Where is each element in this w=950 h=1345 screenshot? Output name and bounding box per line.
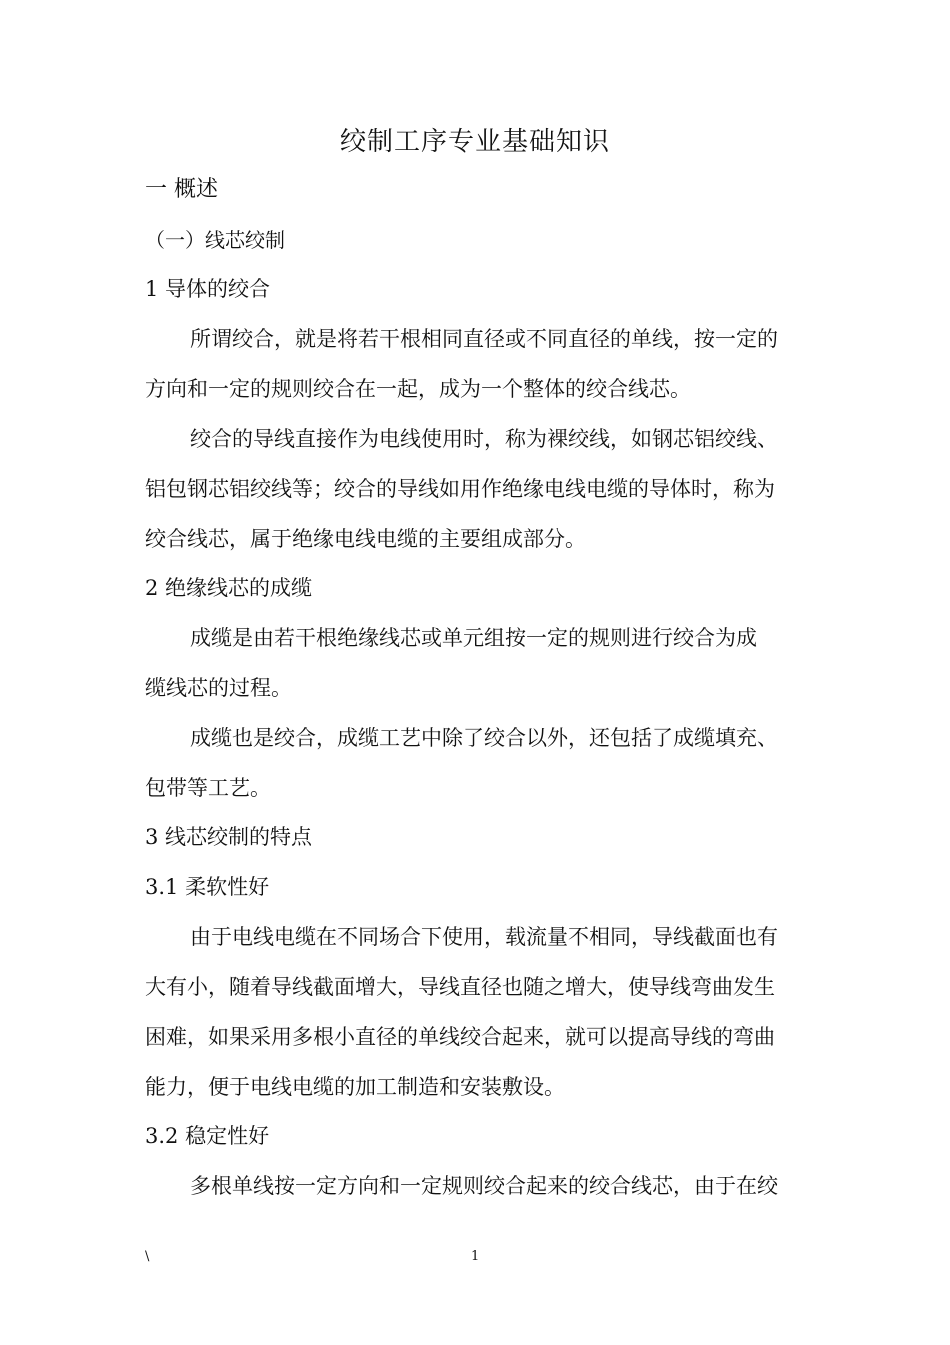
paragraph-line: 由于电线电缆在不同场合下使用，载流量不相同，导线截面也有 [190, 925, 778, 949]
heading-conductor-stranding: 1 导体的绞合 [145, 277, 271, 301]
paragraph-line: 包带等工艺。 [145, 776, 271, 800]
paragraph-line: 成缆也是绞合，成缆工艺中除了绞合以外，还包括了成缆填充、 [190, 726, 778, 750]
paragraph-line: 能力，便于电线电缆的加工制造和安装敷设。 [145, 1075, 565, 1099]
subsection-heading-core-stranding: （一）线芯绞制 [145, 228, 285, 252]
paragraph-line: 绞合线芯，属于绝缘电线电缆的主要组成部分。 [145, 527, 586, 551]
heading-flexibility: 3.1 柔软性好 [145, 875, 270, 899]
paragraph-line: 多根单线按一定方向和一定规则绞合起来的绞合线芯，由于在绞 [190, 1174, 778, 1198]
paragraph-line: 铝包钢芯铝绞线等；绞合的导线如用作绝缘电线电缆的导体时，称为 [145, 477, 775, 501]
document-title: 绞制工序专业基础知识 [339, 127, 610, 157]
paragraph-line: 成缆是由若干根绝缘线芯或单元组按一定的规则进行绞合为成 [190, 626, 757, 650]
paragraph-line: 方向和一定的规则绞合在一起，成为一个整体的绞合线芯。 [145, 377, 691, 401]
paragraph-line: 大有小，随着导线截面增大，导线直径也随之增大，使导线弯曲发生 [145, 975, 775, 999]
heading-stability: 3.2 稳定性好 [145, 1124, 270, 1148]
paragraph-line: 绞合的导线直接作为电线使用时，称为裸绞线，如钢芯铝绞线、 [190, 427, 778, 451]
heading-insulated-core-cabling: 2 绝缘线芯的成缆 [145, 576, 313, 600]
paragraph-line: 缆线芯的过程。 [145, 676, 292, 700]
section-heading-overview: 一 概述 [145, 177, 218, 202]
paragraph-line: 困难，如果采用多根小直径的单线绞合起来，就可以提高导线的弯曲 [145, 1025, 775, 1049]
heading-stranding-features: 3 线芯绞制的特点 [145, 825, 313, 849]
paragraph-line: 所谓绞合，就是将若干根相同直径或不同直径的单线，按一定的 [190, 327, 778, 351]
footer-mark: \ [145, 1249, 150, 1264]
page-number: 1 [471, 1249, 480, 1264]
